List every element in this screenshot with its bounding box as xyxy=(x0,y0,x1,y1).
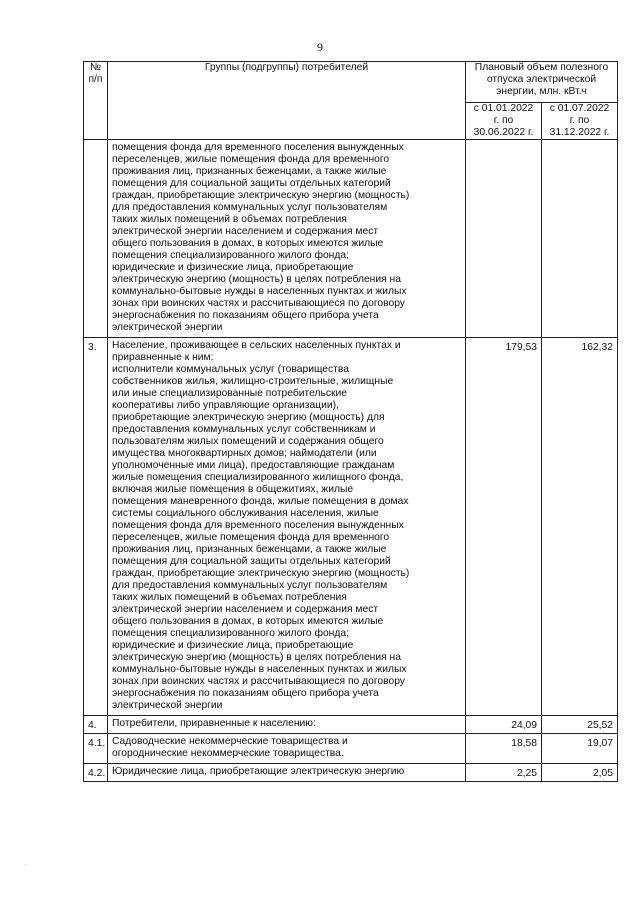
description-line: Потребители, приравненные к населению: xyxy=(112,718,316,729)
consumption-table xyxy=(83,61,618,782)
table-row xyxy=(84,338,618,716)
description-line: пользователям жилых помещений и содержания общего xyxy=(112,436,384,447)
header-period-1: с 01.01.2022 г. по 30.06.2022 г. xyxy=(466,103,542,140)
description-line: общего пользования в домах, в которых имеются жилые xyxy=(112,616,384,627)
description-line: электрической энергии населением и содержания мест xyxy=(112,604,379,615)
description-line: таких жилых помещений в объемах потребления xyxy=(112,214,347,225)
row-description xyxy=(108,338,466,716)
table-row xyxy=(84,716,618,734)
description-line: проживания лиц, признанных беженцами, а также жилые xyxy=(112,166,387,177)
row-number: 3. xyxy=(84,338,108,716)
description-line: помещения для социальной защиты отдельных категорий xyxy=(112,178,391,189)
description-line: помещения фонда для временного поселения вынужденных xyxy=(112,520,404,531)
description-line: переселенцев, жилые помещения фонда для временного xyxy=(112,154,390,165)
description-line: имущества многоквартирных домов; наймодатели (или xyxy=(112,448,377,459)
description-line: Садоводческие некоммерческие товарищества и xyxy=(112,736,348,747)
description-line: граждан, приобретающие электрическую энергию (мощность) xyxy=(112,190,410,201)
row-value-period-2: 25,52 xyxy=(542,716,618,734)
row-value-period-2: 162,32 xyxy=(542,338,618,716)
description-line: для предоставления коммунальных услуг пользователям xyxy=(112,580,388,591)
description-line: жилые помещения специализированного жилищного фонда, xyxy=(112,472,404,483)
row-description xyxy=(108,764,466,782)
description-line: помещения маневренного фонда, жилые помещения в домах xyxy=(112,496,409,507)
table-body xyxy=(84,140,618,782)
description-line: таких жилых помещений в объемах потребления xyxy=(112,592,347,603)
header-period-2: с 01.07.2022 г. по 31.12.2022 г. xyxy=(542,103,618,140)
description-line: общего пользования в домах, в которых имеются жилые xyxy=(112,238,384,249)
header-groups: Группы (подгруппы) потребителей xyxy=(108,62,466,140)
description-line: юридические и физические лица, приобретающие xyxy=(112,262,354,273)
table-row xyxy=(84,140,618,338)
description-line: помещения специализированного жилого фонда; xyxy=(112,628,349,639)
row-number: 4.2. xyxy=(84,764,108,782)
row-description xyxy=(108,140,466,338)
row-value-period-2 xyxy=(542,140,618,338)
header-volume: Плановый объем полезного отпуска электрической энергии, млн. кВт.ч xyxy=(466,62,618,103)
description-line: Юридические лица, приобретающие электрическую энергию xyxy=(112,766,405,777)
row-value-period-1: 24,09 xyxy=(466,716,542,734)
row-number xyxy=(84,140,108,338)
margin-mark: · xyxy=(25,862,27,868)
description-line: зонах при воинских частях и рассчитывающиеся по договору xyxy=(112,298,405,309)
row-number: 4.1. xyxy=(84,734,108,764)
description-line: граждан, приобретающие электрическую энергию (мощность) xyxy=(112,568,410,579)
description-line: помещения фонда для временного поселения вынужденных xyxy=(112,142,404,153)
description-line: коммунально-бытовые нужды в населенных пунктах и жилых xyxy=(112,664,407,675)
description-line: системы социального обслуживания населения, жилые xyxy=(112,508,379,519)
description-line: энергоснабжения по показаниям общего прибора учета xyxy=(112,310,379,321)
description-line: помещения специализированного жилого фонда; xyxy=(112,250,349,261)
description-line: помещения для социальной защиты отдельных категорий xyxy=(112,556,391,567)
description-line: энергоснабжения по показаниям общего прибора учета xyxy=(112,688,379,699)
description-line: огороднические некоммерческие товарищества. xyxy=(112,748,344,759)
description-line: электрическую энергию (мощность) в целях потребления на xyxy=(112,274,401,285)
table-header-row xyxy=(84,62,618,103)
description-line: коммунально-бытовые нужды в населенных пунктах и жилых xyxy=(112,286,407,297)
description-line: приобретающие электрическую энергию (мощность) для xyxy=(112,412,385,423)
row-value-period-1: 2,25 xyxy=(466,764,542,782)
row-value-period-1 xyxy=(466,140,542,338)
row-value-period-2: 19,07 xyxy=(542,734,618,764)
description-line: электрической энергии xyxy=(112,322,223,333)
description-line: собственников жилья, жилищно-строительные, жилищные xyxy=(112,376,394,387)
header-number: № п/п xyxy=(84,62,108,140)
description-line: переселенцев, жилые помещения фонда для временного xyxy=(112,532,390,543)
description-line: включая жилые помещения в общежитиях, жилые xyxy=(112,484,354,495)
description-line: проживания лиц, признанных беженцами, а также жилые xyxy=(112,544,387,555)
description-line: предоставления коммунальных услуг собственникам и xyxy=(112,424,376,435)
description-line: для предоставления коммунальных услуг пользователям xyxy=(112,202,388,213)
description-line: электрической энергии xyxy=(112,700,223,711)
description-line: кооперативы либо управляющие организации), xyxy=(112,400,339,411)
row-description xyxy=(108,716,466,734)
row-value-period-2: 2,05 xyxy=(542,764,618,782)
description-line: приравненные к ним: xyxy=(112,352,214,363)
description-line: юридические и физические лица, приобретающие xyxy=(112,640,354,651)
page-number: 9 xyxy=(317,40,323,54)
description-line: электрическую энергию (мощность) в целях потребления на xyxy=(112,652,401,663)
description-line: или иные специализированные потребительские xyxy=(112,388,348,399)
row-value-period-1: 179,53 xyxy=(466,338,542,716)
description-line: Население, проживающее в сельских населенных пунктах и xyxy=(112,340,401,351)
row-description xyxy=(108,734,466,764)
row-value-period-1: 18,58 xyxy=(466,734,542,764)
table-row xyxy=(84,734,618,764)
description-line: исполнители коммунальных услуг (товарищества xyxy=(112,364,349,375)
table-row xyxy=(84,764,618,782)
row-number: 4. xyxy=(84,716,108,734)
description-line: зонах при воинских частях и рассчитывающиеся по договору xyxy=(112,676,405,687)
description-line: уполномоченные ими лица), предоставляющие гражданам xyxy=(112,460,395,471)
description-line: электрической энергии населением и содержания мест xyxy=(112,226,379,237)
